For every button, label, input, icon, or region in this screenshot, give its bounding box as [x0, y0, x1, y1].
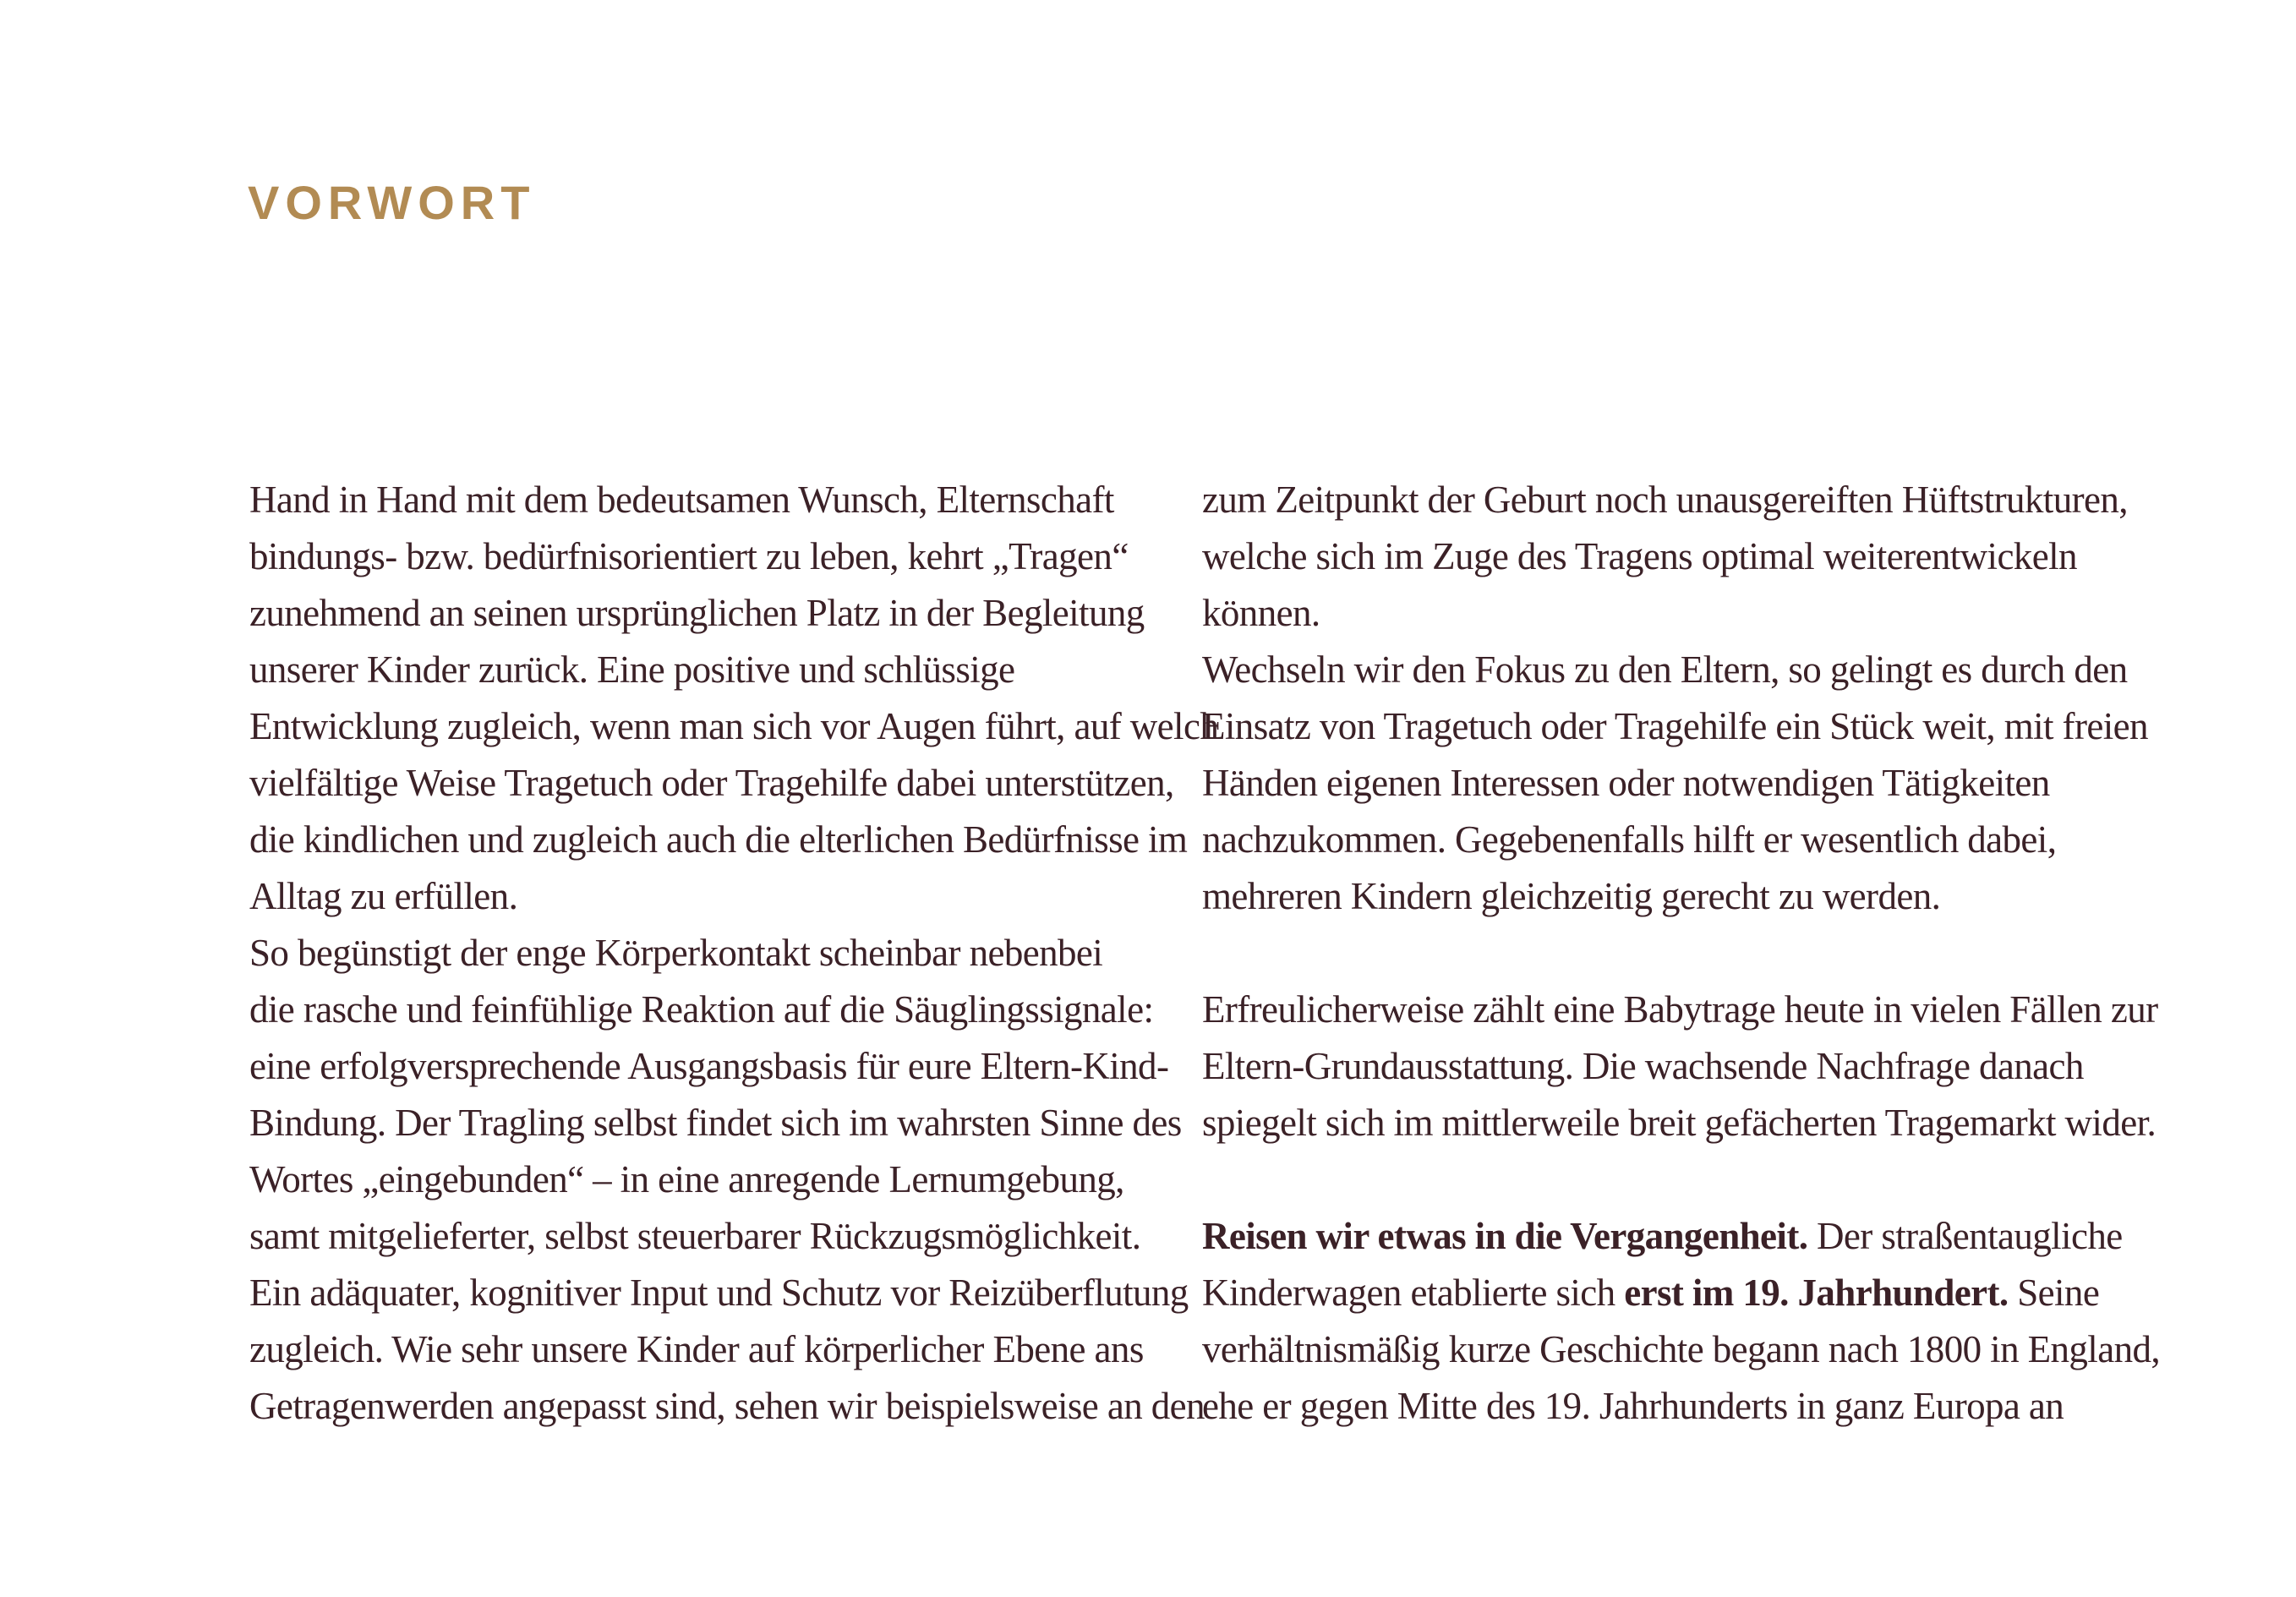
text-line	[1202, 1321, 2161, 1378]
text-line	[249, 1321, 1188, 1378]
text-line	[249, 1208, 1188, 1265]
text-line	[1202, 1038, 2157, 1095]
text-line	[1202, 642, 2157, 698]
bold-text-segment: Reisen wir etwas in die Vergangenheit.	[1202, 1215, 1808, 1257]
text-line	[1202, 1095, 2157, 1151]
text-segment: können.	[1202, 592, 1320, 634]
text-line	[1202, 1378, 2157, 1435]
text-segment: Getragenwerden angepasst sind, sehen wir beispielsweise an den	[249, 1385, 1205, 1427]
text-segment: die rasche und feinfühlige Reaktion auf die Säuglingssignale:	[249, 988, 1154, 1031]
text-segment: Bindung. Der Tragling selbst findet sich im wahrsten Sinne des	[249, 1102, 1182, 1144]
text-line	[249, 1038, 1188, 1095]
text-line	[1202, 812, 2157, 868]
text-line	[1202, 698, 2157, 755]
text-line	[249, 982, 1188, 1038]
text-segment: zunehmend an seinen ursprünglichen Platz in der Begleitung	[249, 592, 1145, 634]
text-segment: Alltag zu erfüllen.	[249, 875, 518, 917]
text-line	[1202, 585, 2157, 642]
text-segment: welche sich im Zuge des Tragens optimal weiterentwickeln	[1202, 535, 2077, 577]
text-line	[1202, 755, 2157, 812]
text-segment: Händen eigenen Interessen oder notwendigen Tätigkeiten	[1202, 762, 2050, 804]
text-segment: bindungs- bzw. bedürfnisorientiert zu leben, kehrt „Tragen“	[249, 535, 1129, 577]
text-line	[1202, 1265, 2157, 1321]
text-line	[1202, 868, 2157, 925]
text-segment: ehe er gegen Mitte des 19. Jahrhunderts in ganz Europa an	[1202, 1385, 2064, 1427]
text-segment: zum Zeitpunkt der Geburt noch unausgereiften Hüftstrukturen,	[1202, 479, 2128, 521]
text-segment: Wechseln wir den Fokus zu den Eltern, so gelingt es durch den	[1202, 648, 2128, 691]
text-segment: samt mitgelieferter, selbst steuerbarer Rückzugsmöglichkeit.	[249, 1215, 1141, 1257]
text-line	[249, 585, 1188, 642]
text-line	[1202, 528, 2157, 585]
text-segment: unserer Kinder zurück. Eine positive und schlüssige	[249, 648, 1015, 691]
text-segment: nachzukommen. Gegebenenfalls hilft er wesentlich dabei,	[1202, 818, 2057, 861]
text-line	[249, 642, 1188, 698]
text-segment: Der straßentaugliche	[1807, 1215, 2123, 1257]
text-segment: Seine	[2008, 1272, 2100, 1314]
text-line	[1202, 1208, 2157, 1265]
right-text-column	[1202, 472, 2161, 1435]
text-segment: eine erfolgversprechende Ausgangsbasis für eure Eltern-Kind-	[249, 1045, 1169, 1087]
blank-line	[1202, 1151, 2157, 1208]
text-segment: die kindlichen und zugleich auch die elterlichen Bedürfnisse im	[249, 818, 1188, 861]
text-line	[249, 868, 1188, 925]
text-line	[249, 472, 1188, 528]
text-segment: Erfreulicherweise zählt eine Babytrage heute in vielen Fällen zur	[1202, 988, 2158, 1031]
text-line	[249, 1151, 1188, 1208]
text-segment: Kinderwagen etablierte sich	[1202, 1272, 1625, 1314]
blank-line	[1202, 925, 2157, 982]
text-line	[249, 1378, 1205, 1435]
text-line	[249, 698, 1219, 755]
text-segment: vielfältige Weise Tragetuch oder Tragehilfe dabei unterstützen,	[249, 762, 1174, 804]
text-line	[249, 528, 1188, 585]
text-line	[249, 1095, 1188, 1151]
text-line	[249, 812, 1188, 868]
text-line	[249, 755, 1188, 812]
text-segment: zugleich. Wie sehr unsere Kinder auf körperlicher Ebene ans	[249, 1328, 1144, 1370]
text-segment: Entwicklung zugleich, wenn man sich vor Augen führt, auf welch	[249, 705, 1219, 747]
text-segment: mehreren Kindern gleichzeitig gerecht zu werden.	[1202, 875, 1941, 917]
text-segment: verhältnismäßig kurze Geschichte begann nach 1800 in England,	[1202, 1328, 2161, 1370]
text-segment: Ein adäquater, kognitiver Input und Schutz vor Reizüberflutung	[249, 1272, 1189, 1314]
text-segment: spiegelt sich im mittlerweile breit gefächerten Tragemarkt wider.	[1202, 1102, 2157, 1144]
text-segment: Wortes „eingebunden“ – in eine anregende Lernumgebung,	[249, 1158, 1124, 1200]
text-segment: Einsatz von Tragetuch oder Tragehilfe ein Stück weit, mit freien	[1202, 705, 2148, 747]
text-line	[249, 925, 1188, 982]
page-title: VORWORT	[248, 176, 536, 229]
text-line	[1202, 982, 2157, 1038]
text-segment: Eltern-Grundausstattung. Die wachsende Nachfrage danach	[1202, 1045, 2084, 1087]
text-line	[1202, 472, 2157, 528]
text-line	[249, 1265, 1188, 1321]
text-segment: So begünstigt der enge Körperkontakt scheinbar nebenbei	[249, 932, 1103, 974]
text-segment: Hand in Hand mit dem bedeutsamen Wunsch, Elternschaft	[249, 479, 1114, 521]
bold-text-segment: erst im 19. Jahrhundert.	[1624, 1272, 2009, 1314]
left-text-column	[249, 472, 1219, 1435]
